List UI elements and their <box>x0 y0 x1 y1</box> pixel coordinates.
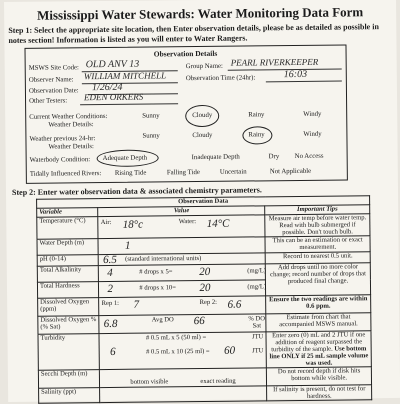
turbidity-unit-2: JTU <box>252 347 264 355</box>
observation-details-heading: Observation Details <box>153 48 218 59</box>
tidal-option-not-applicable[interactable]: Not Applicable <box>269 167 312 176</box>
data-form-page <box>4 0 400 402</box>
do-tip: Ensure the two readings are within 0.6 ppm. <box>266 295 371 314</box>
depth-tip: This can be an estimation or exact measurement. <box>265 236 370 253</box>
current-option-sunny[interactable]: Sunny <box>142 112 160 120</box>
alkalinity-hardness-tip: Add drops until no more color change; record number of drops that produced final change. <box>266 263 371 296</box>
turbidity-tip-cell <box>266 331 371 368</box>
hardness-label: Total Hardness <box>37 282 99 299</box>
turbidity-line2-value[interactable]: 60 <box>224 344 236 357</box>
depth-value[interactable]: 1 <box>124 239 131 252</box>
current-option-windy[interactable]: Windy <box>303 110 322 118</box>
observation-data-heading: Observation Data <box>37 196 370 208</box>
col-value: Value <box>98 206 265 217</box>
rep2-label: Rep 2: <box>199 298 218 307</box>
step2-instructions: Step 2: Enter water observation data & associated chemistry parameters. <box>11 185 262 197</box>
turbidity-line2: # 0.5 mL x 10 (25 ml) = <box>146 347 210 356</box>
table-row-salinity <box>39 385 372 403</box>
alkalinity-label: Total Alkalinity <box>37 266 99 283</box>
table-row-turbidity <box>38 331 371 370</box>
turbidity-line1: # 0.5 mL x 5 (50 ml) = <box>145 333 207 342</box>
table-row-temperature <box>37 214 370 239</box>
air-label: Air: <box>100 218 112 227</box>
temperature-label: Temperature (°C) <box>37 217 99 240</box>
current-option-cloudy[interactable]: Cloudy <box>192 111 213 120</box>
table-row-alkalinity <box>37 263 370 282</box>
previous-option-rainy[interactable]: Rainy <box>248 131 265 139</box>
observation-time-label: Observation Time (24hr): <box>185 74 256 83</box>
alkalinity-value[interactable]: 4 <box>107 266 113 279</box>
observation-date-label: Observation Date: <box>28 87 79 95</box>
hardness-drops-label: # drops x 10= <box>139 284 176 292</box>
turbidity-label: Turbidity <box>38 334 100 371</box>
other-testers-label: Other Testers: <box>29 97 68 105</box>
ph-value[interactable]: 6.5 <box>103 253 117 267</box>
other-testers-value[interactable]: EDEN ORKERS <box>83 91 144 103</box>
observation-details-box <box>24 44 347 183</box>
turbidity-tip: Enter zero (0) mL and 2 JTU if one addition of reagent surpassed the turbidity of the sample. <box>271 331 366 354</box>
waterbody-option-dry[interactable]: Dry <box>268 153 280 161</box>
water-value[interactable]: 14°C <box>206 217 230 230</box>
waterbody-condition-label: Waterbody Condition: <box>29 156 91 164</box>
salinity-label: Salinity (ppt) <box>39 388 101 404</box>
do-sat-label: Dissolved Oxygen % (% Sat) <box>38 316 100 335</box>
previous-option-sunny[interactable]: Sunny <box>142 132 160 140</box>
step1-instructions: Step 1: Select the appropriate site location, then Enter observation details, please be as detailed as possible in notes section! Information is listed as you will enter to Water Rangers. <box>8 22 379 46</box>
group-name-value[interactable]: PEARL RIVERKEEPER <box>230 56 319 68</box>
ph-unit: (standard international units) <box>125 255 202 263</box>
do-sat-value-cell[interactable] <box>99 314 266 334</box>
do-label: Dissolved Oxygen (ppm) <box>38 298 100 317</box>
previous-selected-circle <box>242 126 272 144</box>
turbidity-value-cell[interactable] <box>99 332 266 370</box>
avg-do-value[interactable]: 66 <box>193 314 205 328</box>
salinity-tip: If salinity is present, do not test for hardness. <box>267 385 372 401</box>
secchi-label: Secchi Depth (m) <box>38 370 100 389</box>
observer-name-value[interactable]: WILLIAM MITCHELL <box>83 70 167 82</box>
current-option-rainy[interactable]: Rainy <box>248 111 265 119</box>
alkalinity-unit: (mg/L) <box>247 267 266 275</box>
secchi-option-bottom[interactable]: bottom visible <box>130 378 169 386</box>
site-code-value[interactable]: OLD ANV 13 <box>85 58 140 71</box>
avg-do-label: Avg DO <box>151 316 174 324</box>
ph-tip: Record to nearest 0.5 unit. <box>265 252 370 264</box>
current-selected-circle <box>185 105 219 127</box>
alkalinity-drops-label: # drops x 5= <box>139 268 173 276</box>
current-weather-details: Weather Details: <box>48 121 94 129</box>
previous-option-windy[interactable]: Windy <box>303 130 322 138</box>
rep1-value[interactable]: 7 <box>133 298 140 311</box>
secchi-option-exact[interactable]: exact reading <box>200 377 236 386</box>
observer-name-label: Observer Name: <box>28 76 74 84</box>
tidal-option-uncertain[interactable]: Uncertain <box>219 168 247 176</box>
previous-option-cloudy[interactable]: Cloudy <box>192 131 213 140</box>
temperature-value-cell[interactable] <box>98 215 265 239</box>
waterbody-option-adequate[interactable]: Adequate Depth <box>102 154 148 163</box>
form-title: Mississippi Water Stewards: Water Monitoring Data Form <box>36 4 364 23</box>
col-variable: Variable <box>37 208 98 218</box>
water-label: Water: <box>178 218 197 226</box>
waterbody-option-inadequate[interactable]: Inadequate Depth <box>191 153 240 162</box>
depth-value-cell[interactable] <box>98 237 265 255</box>
waterbody-selected-circle <box>97 149 159 167</box>
do-sat-value[interactable]: 6.8 <box>103 317 118 331</box>
current-weather-label: Current Weather Conditions: <box>29 112 108 121</box>
col-important-tips: Important Tips <box>265 205 370 215</box>
hardness-drops-value[interactable]: 20 <box>199 281 211 295</box>
rep2-value[interactable]: 6.6 <box>227 298 242 311</box>
do-sat-tip: Estimate from chart that accompanied MSWS manual. <box>266 313 371 332</box>
turbidity-tip-bold: Use bottom line ONLY if 25 mL sample volume was used. <box>269 345 369 367</box>
alkalinity-drops-value[interactable]: 20 <box>199 265 211 279</box>
tidal-option-falling[interactable]: Falling Tide <box>166 169 200 177</box>
turbidity-unit-1: JTU <box>251 333 264 341</box>
hardness-value-cell[interactable] <box>99 280 266 298</box>
observation-time-line <box>266 81 342 83</box>
tidal-label: Tidally Influenced Rivers: <box>29 170 102 178</box>
do-value-cell[interactable] <box>99 296 266 316</box>
hardness-value[interactable]: 2 <box>107 282 113 295</box>
hardness-unit: (mg/L) <box>247 283 267 291</box>
depth-label: Water Depth (m) <box>37 239 99 256</box>
rep1-label: Rep 1: <box>101 299 120 308</box>
previous-weather-label: Weather previous 24-hr: <box>29 135 96 143</box>
observation-time-value[interactable]: 16:03 <box>283 68 308 81</box>
air-value[interactable]: 18°c <box>122 218 144 231</box>
observation-data-table <box>36 195 372 403</box>
turbidity-value[interactable]: 6 <box>110 345 116 358</box>
waterbody-option-no-access[interactable]: No Access <box>294 152 324 161</box>
previous-weather-details: Weather Details: <box>48 143 94 151</box>
tidal-option-rising[interactable]: Rising Tide <box>114 169 147 177</box>
site-code-label: MSWS Site Code: <box>28 64 79 72</box>
ph-label: pH (0-14) <box>37 255 99 267</box>
salinity-value-cell[interactable] <box>100 386 267 403</box>
do-sat-unit: % DO Sat <box>248 315 266 330</box>
temperature-tip: Measure air temp before water temp. Read with bulb submerged if possible. Don't touch bulb. <box>265 214 370 237</box>
observation-date-value[interactable]: 1/26/24 <box>91 81 123 94</box>
secchi-value-cell[interactable] <box>100 368 267 388</box>
alkalinity-value-cell[interactable] <box>99 264 266 282</box>
secchi-tip: Do not record depth if disk hits bottom while visible. <box>267 367 372 386</box>
other-testers-line <box>80 103 178 105</box>
group-name-label: Group Name: <box>185 62 223 71</box>
